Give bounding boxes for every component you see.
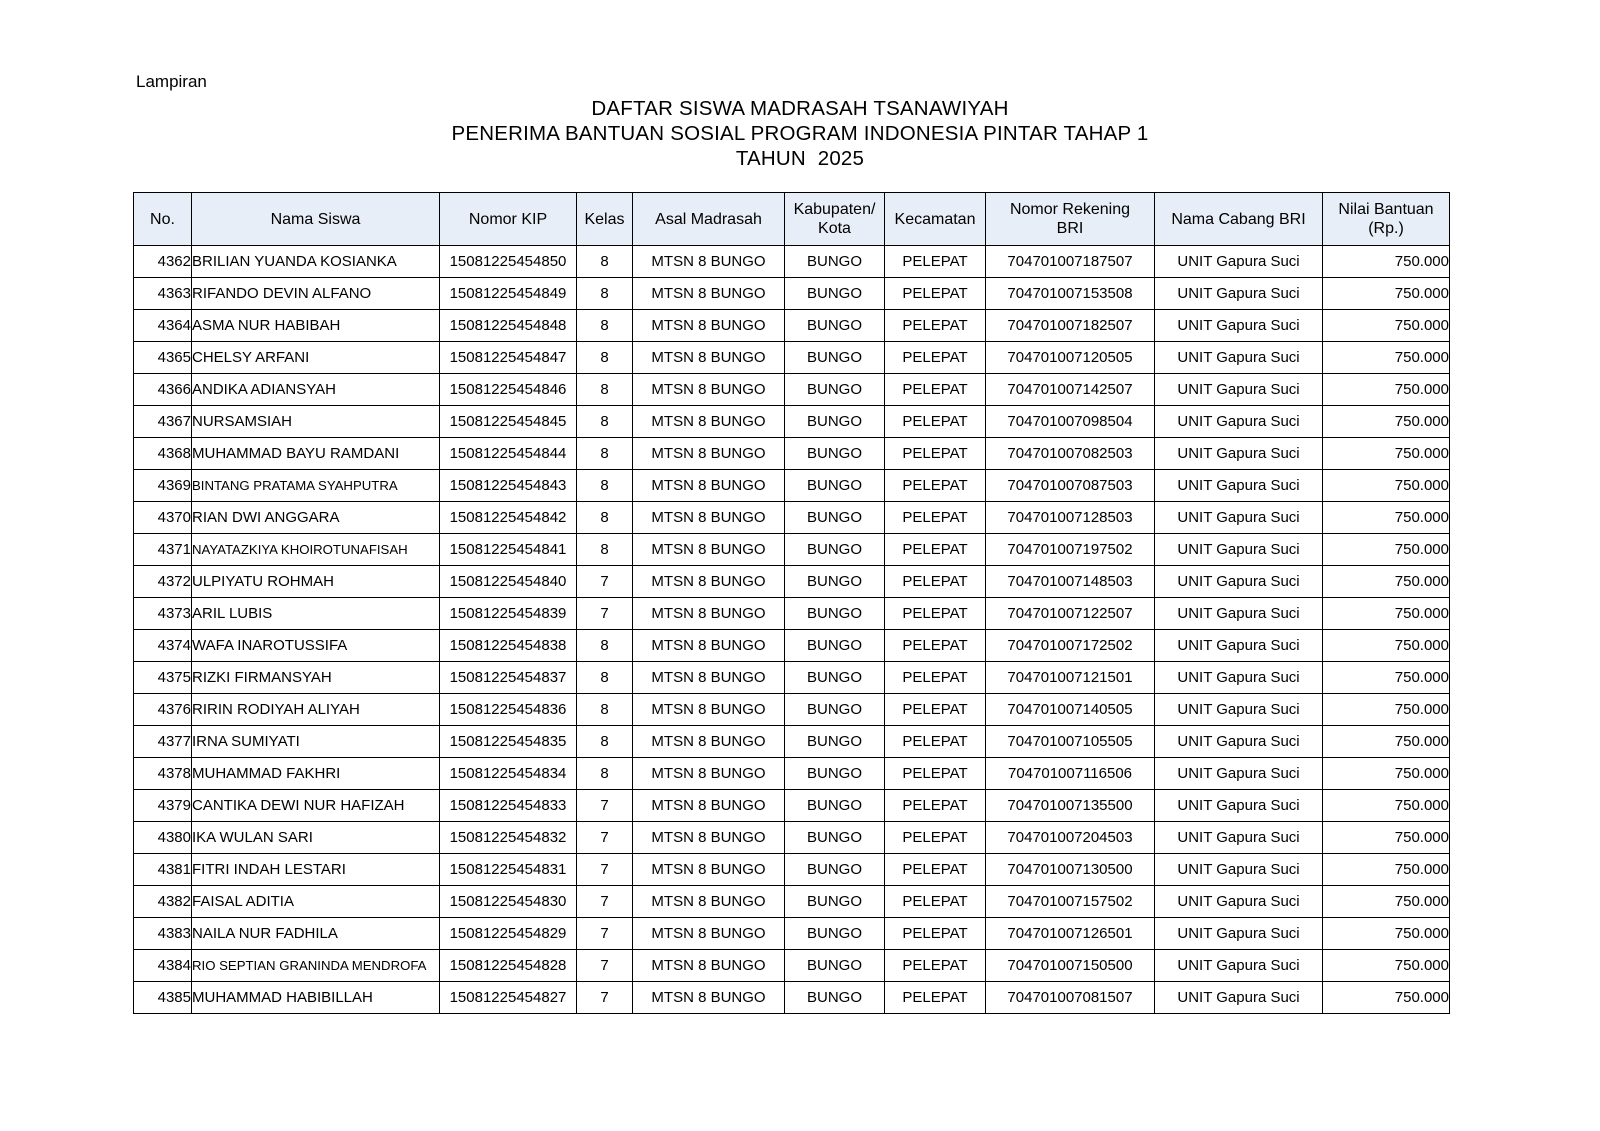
- cell-asal-madrasah: MTSN 8 BUNGO: [633, 790, 785, 822]
- cell-no: 4371: [134, 534, 192, 566]
- cell-nilai-bantuan: 750.000: [1323, 982, 1450, 1014]
- header-kabupaten-kota-line1: Kabupaten/: [793, 201, 876, 218]
- cell-asal-madrasah: MTSN 8 BUNGO: [633, 598, 785, 630]
- cell-nama-cabang: UNIT Gapura Suci: [1155, 566, 1323, 598]
- cell-asal-madrasah: MTSN 8 BUNGO: [633, 758, 785, 790]
- document-title: [0, 96, 1600, 171]
- cell-nama-siswa: IRNA SUMIYATI: [192, 726, 440, 758]
- cell-kelas: 8: [577, 694, 633, 726]
- cell-kabupaten-kota: BUNGO: [785, 374, 885, 406]
- cell-nomor-rekening: 704701007120505: [986, 342, 1155, 374]
- cell-nilai-bantuan: 750.000: [1323, 502, 1450, 534]
- cell-nilai-bantuan: 750.000: [1323, 854, 1450, 886]
- table-body: [134, 246, 1450, 1014]
- cell-no: 4378: [134, 758, 192, 790]
- cell-kabupaten-kota: BUNGO: [785, 854, 885, 886]
- table-row: [134, 406, 1450, 438]
- cell-nilai-bantuan: 750.000: [1323, 470, 1450, 502]
- cell-kabupaten-kota: BUNGO: [785, 502, 885, 534]
- cell-nama-cabang: UNIT Gapura Suci: [1155, 278, 1323, 310]
- cell-kabupaten-kota: BUNGO: [785, 534, 885, 566]
- cell-nama-cabang: UNIT Gapura Suci: [1155, 886, 1323, 918]
- cell-kabupaten-kota: BUNGO: [785, 822, 885, 854]
- header-nama-siswa: Nama Siswa: [192, 193, 440, 246]
- cell-no: 4379: [134, 790, 192, 822]
- header-nilai-bantuan-line2: (Rp.): [1368, 220, 1404, 237]
- cell-nomor-rekening: 704701007157502: [986, 886, 1155, 918]
- cell-nomor-kip: 15081225454841: [440, 534, 577, 566]
- title-line-1: DAFTAR SISWA MADRASAH TSANAWIYAH: [591, 97, 1009, 120]
- cell-no: 4382: [134, 886, 192, 918]
- cell-nomor-rekening: 704701007204503: [986, 822, 1155, 854]
- cell-nomor-rekening: 704701007172502: [986, 630, 1155, 662]
- cell-asal-madrasah: MTSN 8 BUNGO: [633, 246, 785, 278]
- header-kelas: Kelas: [577, 193, 633, 246]
- cell-nomor-rekening: 704701007082503: [986, 438, 1155, 470]
- cell-nilai-bantuan: 750.000: [1323, 566, 1450, 598]
- table-row: [134, 438, 1450, 470]
- cell-kelas: 7: [577, 854, 633, 886]
- cell-nomor-kip: 15081225454834: [440, 758, 577, 790]
- cell-kelas: 8: [577, 502, 633, 534]
- cell-nomor-kip: 15081225454827: [440, 982, 577, 1014]
- cell-nilai-bantuan: 750.000: [1323, 246, 1450, 278]
- table-row: [134, 918, 1450, 950]
- cell-nama-siswa: RIAN DWI ANGGARA: [192, 502, 440, 534]
- cell-nama-siswa: RIFANDO DEVIN ALFANO: [192, 278, 440, 310]
- table-row: [134, 534, 1450, 566]
- cell-nama-cabang: UNIT Gapura Suci: [1155, 726, 1323, 758]
- cell-nama-cabang: UNIT Gapura Suci: [1155, 854, 1323, 886]
- cell-nilai-bantuan: 750.000: [1323, 758, 1450, 790]
- cell-kecamatan: PELEPAT: [885, 598, 986, 630]
- cell-no: 4385: [134, 982, 192, 1014]
- cell-kelas: 7: [577, 566, 633, 598]
- cell-nama-cabang: UNIT Gapura Suci: [1155, 342, 1323, 374]
- table-row: [134, 982, 1450, 1014]
- cell-kelas: 8: [577, 662, 633, 694]
- cell-nama-cabang: UNIT Gapura Suci: [1155, 246, 1323, 278]
- header-no: No.: [134, 193, 192, 246]
- cell-kelas: 8: [577, 246, 633, 278]
- cell-nama-siswa: RIRIN RODIYAH ALIYAH: [192, 694, 440, 726]
- attachment-label: Lampiran: [136, 72, 207, 91]
- cell-no: 4369: [134, 470, 192, 502]
- cell-nama-cabang: UNIT Gapura Suci: [1155, 822, 1323, 854]
- cell-kecamatan: PELEPAT: [885, 886, 986, 918]
- cell-nomor-rekening: 704701007105505: [986, 726, 1155, 758]
- cell-asal-madrasah: MTSN 8 BUNGO: [633, 950, 785, 982]
- cell-kabupaten-kota: BUNGO: [785, 278, 885, 310]
- cell-nomor-kip: 15081225454836: [440, 694, 577, 726]
- cell-nama-cabang: UNIT Gapura Suci: [1155, 502, 1323, 534]
- cell-nama-siswa: CHELSY ARFANI: [192, 342, 440, 374]
- cell-kabupaten-kota: BUNGO: [785, 886, 885, 918]
- cell-kabupaten-kota: BUNGO: [785, 598, 885, 630]
- cell-kecamatan: PELEPAT: [885, 854, 986, 886]
- cell-kelas: 7: [577, 822, 633, 854]
- cell-kecamatan: PELEPAT: [885, 246, 986, 278]
- cell-kelas: 8: [577, 726, 633, 758]
- cell-no: 4368: [134, 438, 192, 470]
- cell-nama-siswa: MUHAMMAD BAYU RAMDANI: [192, 438, 440, 470]
- cell-nama-cabang: UNIT Gapura Suci: [1155, 310, 1323, 342]
- table-row: [134, 630, 1450, 662]
- table-row: [134, 886, 1450, 918]
- cell-kecamatan: PELEPAT: [885, 278, 986, 310]
- cell-kelas: 8: [577, 534, 633, 566]
- cell-nama-siswa: MUHAMMAD FAKHRI: [192, 758, 440, 790]
- cell-nama-siswa: RIO SEPTIAN GRANINDA MENDROFA: [192, 950, 440, 982]
- cell-no: 4384: [134, 950, 192, 982]
- cell-kecamatan: PELEPAT: [885, 406, 986, 438]
- header-kabupaten-kota: [785, 193, 885, 246]
- cell-nama-siswa: ASMA NUR HABIBAH: [192, 310, 440, 342]
- cell-kabupaten-kota: BUNGO: [785, 790, 885, 822]
- cell-nama-siswa: WAFA INAROTUSSIFA: [192, 630, 440, 662]
- cell-nilai-bantuan: 750.000: [1323, 598, 1450, 630]
- cell-nama-cabang: UNIT Gapura Suci: [1155, 758, 1323, 790]
- table-row: [134, 278, 1450, 310]
- cell-nomor-kip: 15081225454848: [440, 310, 577, 342]
- cell-nilai-bantuan: 750.000: [1323, 406, 1450, 438]
- cell-nomor-kip: 15081225454844: [440, 438, 577, 470]
- table-row: [134, 598, 1450, 630]
- cell-asal-madrasah: MTSN 8 BUNGO: [633, 822, 785, 854]
- cell-nomor-kip: 15081225454831: [440, 854, 577, 886]
- cell-nilai-bantuan: 750.000: [1323, 534, 1450, 566]
- cell-nomor-kip: 15081225454829: [440, 918, 577, 950]
- cell-asal-madrasah: MTSN 8 BUNGO: [633, 374, 785, 406]
- cell-nama-cabang: UNIT Gapura Suci: [1155, 950, 1323, 982]
- cell-kabupaten-kota: BUNGO: [785, 662, 885, 694]
- table-row: [134, 470, 1450, 502]
- cell-nama-cabang: UNIT Gapura Suci: [1155, 918, 1323, 950]
- cell-nomor-rekening: 704701007128503: [986, 502, 1155, 534]
- cell-asal-madrasah: MTSN 8 BUNGO: [633, 566, 785, 598]
- cell-asal-madrasah: MTSN 8 BUNGO: [633, 886, 785, 918]
- cell-no: 4366: [134, 374, 192, 406]
- cell-no: 4364: [134, 310, 192, 342]
- cell-nomor-kip: 15081225454842: [440, 502, 577, 534]
- cell-kecamatan: PELEPAT: [885, 822, 986, 854]
- cell-asal-madrasah: MTSN 8 BUNGO: [633, 854, 785, 886]
- cell-nama-siswa: FITRI INDAH LESTARI: [192, 854, 440, 886]
- cell-nama-siswa: NAILA NUR FADHILA: [192, 918, 440, 950]
- cell-nilai-bantuan: 750.000: [1323, 822, 1450, 854]
- cell-nomor-kip: 15081225454850: [440, 246, 577, 278]
- cell-nama-siswa: IKA WULAN SARI: [192, 822, 440, 854]
- cell-kelas: 8: [577, 278, 633, 310]
- table-header: [134, 193, 1450, 246]
- cell-kelas: 7: [577, 790, 633, 822]
- cell-kecamatan: PELEPAT: [885, 758, 986, 790]
- cell-kecamatan: PELEPAT: [885, 342, 986, 374]
- header-asal-madrasah: Asal Madrasah: [633, 193, 785, 246]
- table-row: [134, 694, 1450, 726]
- header-kabupaten-kota-line2: Kota: [818, 220, 851, 237]
- cell-nilai-bantuan: 750.000: [1323, 374, 1450, 406]
- cell-nomor-rekening: 704701007135500: [986, 790, 1155, 822]
- cell-nomor-rekening: 704701007098504: [986, 406, 1155, 438]
- cell-nomor-rekening: 704701007197502: [986, 534, 1155, 566]
- cell-nomor-kip: 15081225454846: [440, 374, 577, 406]
- cell-kelas: 7: [577, 982, 633, 1014]
- table-row: [134, 662, 1450, 694]
- table-row: [134, 854, 1450, 886]
- cell-nomor-rekening: 704701007150500: [986, 950, 1155, 982]
- cell-kelas: 7: [577, 886, 633, 918]
- cell-no: 4365: [134, 342, 192, 374]
- cell-kabupaten-kota: BUNGO: [785, 246, 885, 278]
- cell-no: 4370: [134, 502, 192, 534]
- cell-nomor-kip: 15081225454839: [440, 598, 577, 630]
- cell-no: 4380: [134, 822, 192, 854]
- cell-kecamatan: PELEPAT: [885, 982, 986, 1014]
- cell-no: 4377: [134, 726, 192, 758]
- cell-nama-siswa: RIZKI FIRMANSYAH: [192, 662, 440, 694]
- cell-nilai-bantuan: 750.000: [1323, 278, 1450, 310]
- cell-no: 4367: [134, 406, 192, 438]
- cell-kecamatan: PELEPAT: [885, 694, 986, 726]
- cell-kecamatan: PELEPAT: [885, 630, 986, 662]
- cell-kabupaten-kota: BUNGO: [785, 918, 885, 950]
- header-kecamatan: Kecamatan: [885, 193, 986, 246]
- cell-nama-cabang: UNIT Gapura Suci: [1155, 534, 1323, 566]
- table-row: [134, 246, 1450, 278]
- cell-nomor-kip: 15081225454838: [440, 630, 577, 662]
- title-line-3: TAHUN 2025: [735, 147, 865, 170]
- header-nomor-rekening-line2: BRI: [1056, 220, 1084, 237]
- cell-kecamatan: PELEPAT: [885, 566, 986, 598]
- cell-nama-siswa: BINTANG PRATAMA SYAHPUTRA: [192, 470, 440, 502]
- cell-asal-madrasah: MTSN 8 BUNGO: [633, 310, 785, 342]
- cell-asal-madrasah: MTSN 8 BUNGO: [633, 438, 785, 470]
- cell-nomor-rekening: 704701007122507: [986, 598, 1155, 630]
- table-row: [134, 790, 1450, 822]
- cell-kecamatan: PELEPAT: [885, 790, 986, 822]
- cell-nomor-kip: 15081225454833: [440, 790, 577, 822]
- cell-kabupaten-kota: BUNGO: [785, 758, 885, 790]
- cell-kecamatan: PELEPAT: [885, 662, 986, 694]
- cell-nama-siswa: NAYATAZKIYA KHOIROTUNAFISAH: [192, 534, 440, 566]
- table-row: [134, 310, 1450, 342]
- cell-nama-cabang: UNIT Gapura Suci: [1155, 438, 1323, 470]
- cell-nomor-rekening: 704701007130500: [986, 854, 1155, 886]
- cell-no: 4362: [134, 246, 192, 278]
- cell-asal-madrasah: MTSN 8 BUNGO: [633, 918, 785, 950]
- cell-nomor-rekening: 704701007140505: [986, 694, 1155, 726]
- cell-kabupaten-kota: BUNGO: [785, 566, 885, 598]
- cell-kabupaten-kota: BUNGO: [785, 950, 885, 982]
- cell-nomor-rekening: 704701007081507: [986, 982, 1155, 1014]
- cell-kelas: 8: [577, 438, 633, 470]
- cell-nilai-bantuan: 750.000: [1323, 790, 1450, 822]
- cell-nilai-bantuan: 750.000: [1323, 662, 1450, 694]
- cell-asal-madrasah: MTSN 8 BUNGO: [633, 630, 785, 662]
- cell-nomor-rekening: 704701007121501: [986, 662, 1155, 694]
- cell-nama-cabang: UNIT Gapura Suci: [1155, 662, 1323, 694]
- cell-kelas: 7: [577, 598, 633, 630]
- table-row: [134, 502, 1450, 534]
- cell-kecamatan: PELEPAT: [885, 918, 986, 950]
- cell-nomor-rekening: 704701007182507: [986, 310, 1155, 342]
- cell-nilai-bantuan: 750.000: [1323, 918, 1450, 950]
- cell-nama-siswa: ARIL LUBIS: [192, 598, 440, 630]
- cell-kabupaten-kota: BUNGO: [785, 470, 885, 502]
- cell-nomor-kip: 15081225454835: [440, 726, 577, 758]
- cell-kabupaten-kota: BUNGO: [785, 438, 885, 470]
- cell-nama-cabang: UNIT Gapura Suci: [1155, 374, 1323, 406]
- cell-kecamatan: PELEPAT: [885, 438, 986, 470]
- cell-asal-madrasah: MTSN 8 BUNGO: [633, 726, 785, 758]
- cell-asal-madrasah: MTSN 8 BUNGO: [633, 278, 785, 310]
- table-row: [134, 726, 1450, 758]
- cell-nomor-kip: 15081225454849: [440, 278, 577, 310]
- header-nomor-rekening-line1: Nomor Rekening: [1009, 201, 1131, 218]
- header-nilai-bantuan: [1323, 193, 1450, 246]
- cell-nama-siswa: NURSAMSIAH: [192, 406, 440, 438]
- cell-nama-siswa: BRILIAN YUANDA KOSIANKA: [192, 246, 440, 278]
- cell-kelas: 8: [577, 406, 633, 438]
- cell-no: 4376: [134, 694, 192, 726]
- cell-no: 4375: [134, 662, 192, 694]
- table-row: [134, 758, 1450, 790]
- table-row: [134, 374, 1450, 406]
- cell-kabupaten-kota: BUNGO: [785, 342, 885, 374]
- cell-nama-cabang: UNIT Gapura Suci: [1155, 630, 1323, 662]
- cell-nomor-kip: 15081225454845: [440, 406, 577, 438]
- cell-kabupaten-kota: BUNGO: [785, 726, 885, 758]
- cell-nama-cabang: UNIT Gapura Suci: [1155, 598, 1323, 630]
- cell-nama-siswa: CANTIKA DEWI NUR HAFIZAH: [192, 790, 440, 822]
- cell-asal-madrasah: MTSN 8 BUNGO: [633, 470, 785, 502]
- cell-nilai-bantuan: 750.000: [1323, 886, 1450, 918]
- cell-kelas: 8: [577, 342, 633, 374]
- header-nomor-rekening-bri: [986, 193, 1155, 246]
- cell-nama-siswa: MUHAMMAD HABIBILLAH: [192, 982, 440, 1014]
- cell-nilai-bantuan: 750.000: [1323, 630, 1450, 662]
- cell-nomor-rekening: 704701007153508: [986, 278, 1155, 310]
- cell-kecamatan: PELEPAT: [885, 726, 986, 758]
- cell-nama-cabang: UNIT Gapura Suci: [1155, 694, 1323, 726]
- cell-no: 4381: [134, 854, 192, 886]
- cell-no: 4373: [134, 598, 192, 630]
- cell-nomor-rekening: 704701007087503: [986, 470, 1155, 502]
- cell-nama-siswa: ULPIYATU ROHMAH: [192, 566, 440, 598]
- cell-nama-cabang: UNIT Gapura Suci: [1155, 470, 1323, 502]
- cell-kelas: 7: [577, 918, 633, 950]
- header-row: [134, 193, 1450, 246]
- cell-asal-madrasah: MTSN 8 BUNGO: [633, 342, 785, 374]
- title-line-2: PENERIMA BANTUAN SOSIAL PROGRAM INDONESIA PINTAR TAHAP 1: [451, 122, 1149, 145]
- cell-no: 4374: [134, 630, 192, 662]
- cell-nomor-kip: 15081225454830: [440, 886, 577, 918]
- cell-kabupaten-kota: BUNGO: [785, 310, 885, 342]
- cell-nilai-bantuan: 750.000: [1323, 342, 1450, 374]
- table-row: [134, 342, 1450, 374]
- cell-kabupaten-kota: BUNGO: [785, 982, 885, 1014]
- cell-kabupaten-kota: BUNGO: [785, 694, 885, 726]
- cell-kelas: 8: [577, 374, 633, 406]
- cell-nomor-rekening: 704701007126501: [986, 918, 1155, 950]
- table-row: [134, 822, 1450, 854]
- cell-nama-cabang: UNIT Gapura Suci: [1155, 406, 1323, 438]
- cell-nilai-bantuan: 750.000: [1323, 438, 1450, 470]
- cell-nilai-bantuan: 750.000: [1323, 694, 1450, 726]
- cell-nama-cabang: UNIT Gapura Suci: [1155, 790, 1323, 822]
- cell-asal-madrasah: MTSN 8 BUNGO: [633, 694, 785, 726]
- cell-nilai-bantuan: 750.000: [1323, 950, 1450, 982]
- cell-nama-siswa: ANDIKA ADIANSYAH: [192, 374, 440, 406]
- cell-asal-madrasah: MTSN 8 BUNGO: [633, 502, 785, 534]
- cell-nilai-bantuan: 750.000: [1323, 310, 1450, 342]
- header-nama-cabang-bri: Nama Cabang BRI: [1155, 193, 1323, 246]
- cell-nomor-rekening: 704701007148503: [986, 566, 1155, 598]
- cell-kelas: 8: [577, 630, 633, 662]
- header-nomor-kip: Nomor KIP: [440, 193, 577, 246]
- cell-nomor-kip: 15081225454828: [440, 950, 577, 982]
- cell-nama-siswa: FAISAL ADITIA: [192, 886, 440, 918]
- cell-kelas: 8: [577, 310, 633, 342]
- students-table: [133, 192, 1450, 1014]
- cell-nomor-kip: 15081225454843: [440, 470, 577, 502]
- cell-asal-madrasah: MTSN 8 BUNGO: [633, 534, 785, 566]
- students-table-container: [133, 192, 1449, 1014]
- cell-asal-madrasah: MTSN 8 BUNGO: [633, 406, 785, 438]
- cell-kabupaten-kota: BUNGO: [785, 406, 885, 438]
- cell-nilai-bantuan: 750.000: [1323, 726, 1450, 758]
- cell-kecamatan: PELEPAT: [885, 534, 986, 566]
- cell-nomor-kip: 15081225454840: [440, 566, 577, 598]
- cell-nomor-kip: 15081225454837: [440, 662, 577, 694]
- cell-nomor-rekening: 704701007116506: [986, 758, 1155, 790]
- cell-kecamatan: PELEPAT: [885, 374, 986, 406]
- cell-kelas: 7: [577, 950, 633, 982]
- cell-kecamatan: PELEPAT: [885, 470, 986, 502]
- header-nilai-bantuan-line1: Nilai Bantuan: [1338, 201, 1434, 218]
- cell-nomor-rekening: 704701007187507: [986, 246, 1155, 278]
- cell-nomor-kip: 15081225454847: [440, 342, 577, 374]
- cell-asal-madrasah: MTSN 8 BUNGO: [633, 662, 785, 694]
- cell-kecamatan: PELEPAT: [885, 502, 986, 534]
- cell-nomor-rekening: 704701007142507: [986, 374, 1155, 406]
- table-row: [134, 566, 1450, 598]
- cell-asal-madrasah: MTSN 8 BUNGO: [633, 982, 785, 1014]
- cell-kecamatan: PELEPAT: [885, 950, 986, 982]
- cell-kelas: 8: [577, 470, 633, 502]
- cell-kecamatan: PELEPAT: [885, 310, 986, 342]
- cell-no: 4383: [134, 918, 192, 950]
- cell-nama-cabang: UNIT Gapura Suci: [1155, 982, 1323, 1014]
- cell-no: 4363: [134, 278, 192, 310]
- table-row: [134, 950, 1450, 982]
- cell-kelas: 8: [577, 758, 633, 790]
- cell-nomor-kip: 15081225454832: [440, 822, 577, 854]
- cell-kabupaten-kota: BUNGO: [785, 630, 885, 662]
- cell-no: 4372: [134, 566, 192, 598]
